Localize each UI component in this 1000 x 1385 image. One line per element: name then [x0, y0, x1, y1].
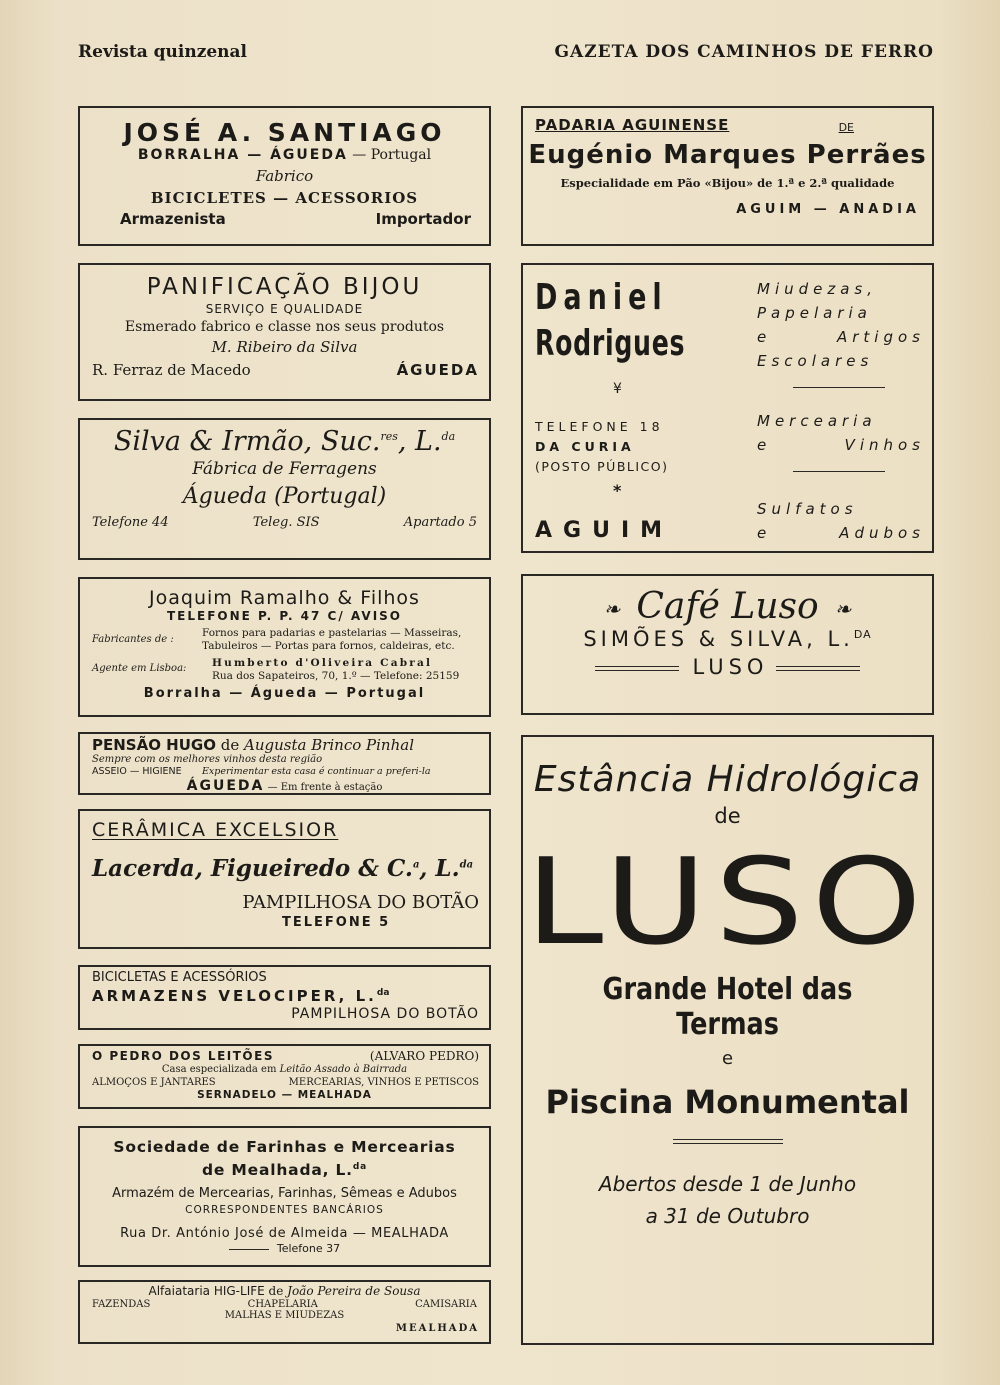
- padaria-place: AGUIM — ANADIA: [736, 202, 920, 217]
- padaria-de: DE: [838, 121, 854, 134]
- bijou-name: PANIFICAÇÃO BIJOU: [146, 274, 423, 300]
- velociper-city: PAMPILHOSA DO BOTÃO: [291, 1006, 479, 1022]
- ad-joaquim-ramalho: [78, 577, 491, 717]
- ceramica-phone: TELEFONE 5: [282, 915, 391, 930]
- estancia-hotel: Grande Hotel das Termas: [602, 972, 853, 1042]
- ramalho-name: Joaquim Ramalho & Filhos: [149, 587, 420, 609]
- hugo-near: — Em frente à estação: [264, 782, 383, 793]
- silva-box: Apartado 5: [403, 515, 477, 530]
- daniel-star: *: [613, 481, 622, 500]
- bijou-line: Esmerado fabrico e classe nos seus produtos: [124, 319, 445, 335]
- higlife-owner: João Pereira de Sousa: [287, 1284, 421, 1298]
- farinhas-sup: da: [352, 1162, 367, 1172]
- bijou-owner: M. Ribeiro da Silva: [211, 338, 358, 356]
- pedro-line1b: Leitão Assado à Bairrada: [279, 1064, 408, 1075]
- farinhas-name2: de Mealhada, L.: [202, 1161, 353, 1180]
- pedro-alt: (ALVARO PEDRO): [369, 1049, 479, 1063]
- hugo-city: ÁGUEDA: [186, 778, 265, 794]
- daniel-r8: e Adubos: [757, 524, 925, 542]
- pedro-name: O PEDRO DOS LEITÕES: [92, 1049, 274, 1063]
- silva-sup1: res: [380, 430, 398, 443]
- ad-padaria-aguinense: [521, 106, 934, 246]
- pedro-left: ALMOÇOS E JANTARES: [92, 1077, 216, 1088]
- silva-sub: Fábrica de Ferragens: [192, 459, 377, 479]
- daniel-ornament: ¥: [613, 381, 622, 397]
- santiago-fabrico: Fabrico: [255, 167, 314, 185]
- ceramica-mid: , L.: [419, 855, 460, 882]
- bijou-street: R. Ferraz de Macedo: [92, 361, 251, 379]
- padaria-line: Especialidade em Pão «Bijou» de 1.ª e 2.ª qualidade: [560, 176, 895, 190]
- santiago-importador: Importador: [375, 210, 471, 228]
- higlife-de: de: [264, 1284, 288, 1298]
- ramalho-fab-line1: Fornos para padarias e pastelarias — Masseiras,: [202, 627, 462, 639]
- ad-cafe-luso: [521, 574, 934, 715]
- silva-sup2: da: [441, 430, 456, 443]
- estancia-title: Estância Hidrológica: [533, 759, 922, 800]
- daniel-place: AGUIM: [535, 518, 674, 543]
- ramalho-agent-addr: Rua dos Sapateiros, 70, 1.º — Telefone: 25159: [212, 670, 460, 682]
- daniel-name2: Rodrigues: [535, 323, 686, 364]
- farinhas-corr: CORRESPONDENTES BANCÁRIOS: [185, 1204, 384, 1217]
- ad-jose-santiago: [78, 106, 491, 246]
- santiago-products: BICICLETES — ACESSORIOS: [150, 189, 419, 207]
- daniel-r7: Sulfatos: [757, 500, 858, 518]
- ad-pedro-leitoes: [78, 1044, 491, 1109]
- cafe-name: Café Luso: [636, 586, 819, 627]
- higlife-name: Alfaiataria HIG-LIFE: [148, 1284, 265, 1298]
- pedro-place: SERNADELO — MEALHADA: [197, 1089, 372, 1101]
- estancia-e: e: [721, 1048, 734, 1069]
- higlife-place: MEALHADA: [395, 1323, 479, 1334]
- silva-city: Águeda (Portugal): [182, 484, 387, 509]
- ramalho-agent-name: Humberto d'Oliveira Cabral: [212, 657, 433, 669]
- padaria-name: Eugénio Marques Perrães: [528, 140, 927, 170]
- estancia-open1: Abertos desde 1 de Junho: [598, 1172, 857, 1196]
- hugo-line2: Experimentar esta casa é continuar a preferi-la: [202, 766, 431, 777]
- pedro-right: MERCEARIAS, VINHOS E PETISCOS: [288, 1077, 479, 1088]
- higlife-c1: FAZENDAS: [92, 1299, 151, 1310]
- ad-silva-irmao: [78, 418, 491, 560]
- ramalho-phone: TELEFONE P. P. 47 C/ AVISO: [166, 609, 402, 623]
- santiago-name: JOSÉ A. SANTIAGO: [123, 118, 446, 147]
- ramalho-fab-label: Fabricantes de :: [92, 634, 174, 645]
- silva-phone: Telefone 44: [92, 515, 169, 530]
- header-right: GAZETA DOS CAMINHOS DE FERRO: [554, 42, 934, 62]
- estancia-de: de: [714, 804, 741, 828]
- higlife-c4: MALHAS E MIUDEZAS: [224, 1310, 345, 1321]
- ad-ceramica-excelsior: [78, 809, 491, 949]
- santiago-place: BORRALHA — ÁGUEDA: [137, 147, 348, 163]
- farinhas-phone: Telefone 37: [276, 1242, 341, 1256]
- ramalho-fab-line2: Tabuleiros — Portas para fornos, caldeiras, etc.: [202, 640, 455, 652]
- bijou-tag: SERVIÇO E QUALIDADE: [205, 302, 364, 316]
- ramalho-footer: Borralha — Águeda — Portugal: [143, 686, 426, 701]
- daniel-r3: e Artigos: [757, 328, 925, 346]
- daniel-r6: e Vinhos: [757, 436, 925, 454]
- cafe-ornament-right: ❧: [834, 597, 852, 621]
- header-left: Revista quinzenal: [78, 42, 248, 62]
- cafe-sup: DA: [853, 628, 872, 641]
- hugo-name: PENSÃO HUGO: [92, 736, 216, 754]
- ramalho-agent-label: Agente em Lisboa:: [92, 663, 187, 674]
- daniel-posto: (POSTO PÚBLICO): [535, 459, 669, 474]
- cafe-ornament-left: ❧: [603, 597, 621, 621]
- velociper-name: ARMAZENS VELOCIPER, L.: [92, 987, 377, 1005]
- daniel-r5: Mercearia: [757, 412, 877, 430]
- ad-panificacao-bijou: [78, 263, 491, 401]
- ad-pensao-hugo: [78, 732, 491, 795]
- ceramica-name: CERÂMICA EXCELSIOR: [92, 819, 339, 841]
- ceramica-city: PAMPILHOSA DO BOTÃO: [242, 892, 479, 913]
- ad-estancia-luso: [521, 735, 934, 1345]
- ceramica-sup1: a: [412, 859, 420, 871]
- ad-sociedade-farinhas: [78, 1126, 491, 1267]
- hugo-owner: Augusta Brinco Pinhal: [244, 736, 414, 754]
- ceramica-sup2: da: [459, 859, 474, 871]
- hugo-line1: Sempre com os melhores vinhos desta região: [92, 754, 323, 765]
- farinhas-name1: Sociedade de Farinhas e Mercearias: [113, 1138, 456, 1156]
- daniel-name1: Daniel: [535, 277, 668, 318]
- silva-name: Silva & Irmão, Suc.: [113, 426, 381, 457]
- hugo-de: de: [215, 736, 244, 754]
- santiago-armazenista: Armazenista: [120, 210, 226, 228]
- daniel-da-curia: DA CURIA: [535, 439, 635, 454]
- daniel-phone: TELEFONE 18: [535, 419, 664, 434]
- cafe-firm: SIMÕES & SILVA, L.: [583, 627, 854, 651]
- ad-alfaiataria-higlife: [78, 1280, 491, 1344]
- hugo-asseio: ASSEIO — HIGIENE: [92, 766, 182, 777]
- higlife-c2: CHAPELARIA: [247, 1299, 318, 1310]
- padaria-title: PADARIA AGUINENSE: [535, 116, 730, 134]
- daniel-r2: Papelaria: [757, 304, 872, 322]
- estancia-piscina: Piscina Monumental: [545, 1083, 910, 1121]
- velociper-line1: BICICLETAS E ACESSÓRIOS: [92, 970, 267, 985]
- higlife-c3: CAMISARIA: [415, 1299, 477, 1310]
- farinhas-line: Armazém de Mercearias, Farinhas, Sêmeas e Adubos: [112, 1186, 457, 1202]
- silva-mid: , L.: [397, 426, 442, 457]
- ad-daniel-rodrigues: [521, 263, 934, 553]
- estancia-big: LUSO: [525, 833, 930, 972]
- santiago-country: — Portugal: [347, 147, 432, 163]
- estancia-open2: a 31 de Outubro: [645, 1204, 810, 1228]
- farinhas-addr: Rua Dr. António José de Almeida — MEALHADA: [120, 1226, 449, 1242]
- daniel-r4: Escolares: [757, 352, 874, 370]
- velociper-sup: da: [376, 988, 390, 998]
- silva-teleg: Teleg. SIS: [252, 515, 320, 530]
- bijou-city: ÁGUEDA: [396, 361, 479, 379]
- ad-armazens-velociper: [78, 965, 491, 1030]
- cafe-place: LUSO: [692, 655, 769, 679]
- ceramica-firm: Lacerda, Figueiredo & C.: [92, 855, 413, 882]
- daniel-r1: Miudezas,: [757, 280, 878, 298]
- pedro-line1a: Casa especializada em: [161, 1064, 280, 1075]
